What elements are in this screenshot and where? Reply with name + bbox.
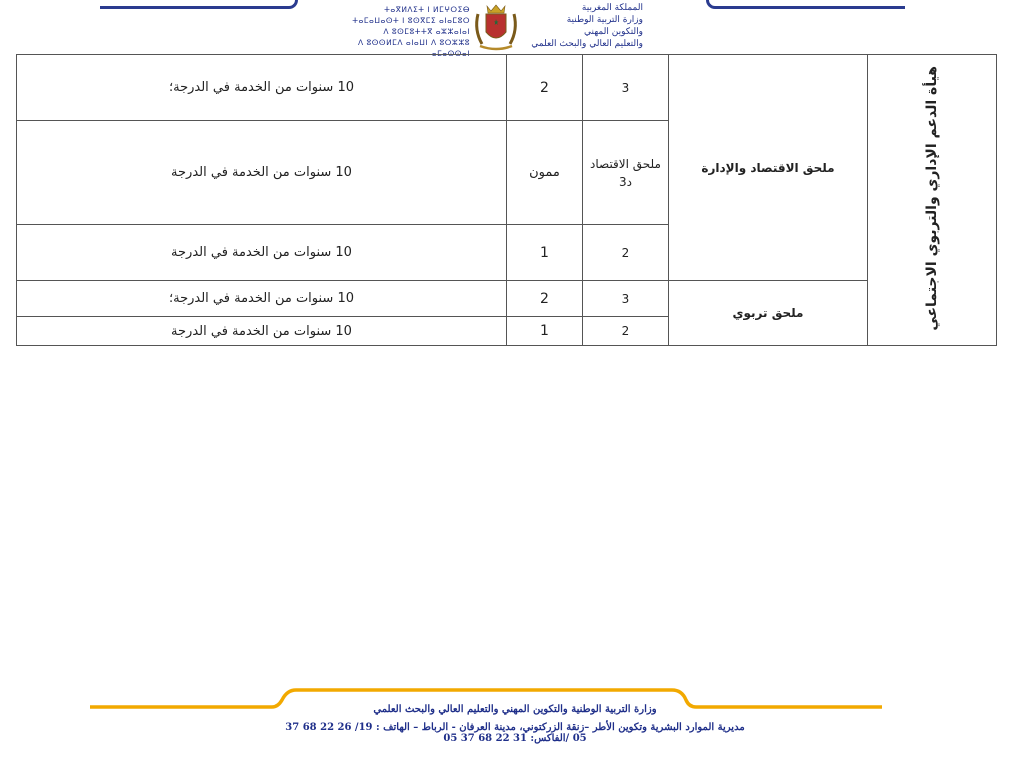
- condition-cell: 10 سنوات من الخدمة في الدرجة: [17, 225, 507, 281]
- header-tifinagh-line: ⵜⴰⴳⵍⴷⵉⵜ ⵏ ⵍⵎⵖⵔⵉⴱ: [384, 5, 470, 14]
- footer-ministry-line: وزارة التربية الوطنية والتكوين المهني والتعليم العالي والبحث العلمي: [373, 704, 657, 715]
- echelon-cell: 2: [507, 55, 583, 121]
- table-row: [17, 55, 997, 121]
- header-tifinagh-line: ⴷ ⵓⵙⵙⵍⵎⴷ ⴰⵏⴰⵡⵏ ⴷ ⵓⵔⵣⵣⵓ ⴰⵎⴰⵙⵙⴰⵏ: [358, 38, 470, 58]
- condition-cell: 10 سنوات من الخدمة في الدرجة؛: [17, 55, 507, 121]
- header-arabic-line: المملكة المغربية: [581, 3, 643, 13]
- header-left-rule: [100, 0, 298, 9]
- category-cell: [868, 55, 997, 346]
- group-title-cell: ملحق الاقتصاد والإدارة: [669, 55, 868, 281]
- grade-cell: ملحق الاقتصاد د3: [583, 121, 669, 225]
- header-arabic-line: والتكوين المهني: [584, 27, 643, 37]
- header-right-rule: [706, 0, 905, 9]
- footer-address-line: مديرية الموارد البشرية وتكوين الأطر –زنقة الزركتوني، مدينة العرفان - الرباط – الهاتف : 19/ 26 22 68 37 05 /الفاكس: 31 22 68 37 05: [285, 722, 745, 744]
- header-arabic-line: وزارة التربية الوطنية: [566, 15, 643, 25]
- table-row: [17, 281, 997, 317]
- grade-cell: 2: [583, 317, 669, 346]
- grade-cell: 2: [583, 225, 669, 281]
- condition-cell: 10 سنوات من الخدمة في الدرجة: [17, 121, 507, 225]
- header-tifinagh-line: ⴷ ⵓⵙⵎⵓⵜⵜⴳ ⴰⵣⵣⴰⵏⴰⵏ: [383, 27, 470, 36]
- grades-table: [16, 54, 997, 346]
- condition-cell: 10 سنوات من الخدمة في الدرجة؛: [17, 281, 507, 317]
- echelon-cell: 1: [507, 225, 583, 281]
- header-tifinagh-block: [330, 4, 470, 59]
- grade-cell: 3: [583, 55, 669, 121]
- header-arabic-block: [525, 2, 643, 50]
- echelon-cell: ممون: [507, 121, 583, 225]
- group-title-cell: ملحق تربوي: [669, 281, 868, 346]
- echelon-cell: 1: [507, 317, 583, 346]
- header-arabic-line: والتعليم العالي والبحث العلمي: [531, 39, 643, 49]
- header-tifinagh-line: ⵜⴰⵎⴰⵡⴰⵙⵜ ⵏ ⵓⵙⴳⵎⵉ ⴰⵏⴰⵎⵓⵔ: [352, 16, 470, 25]
- grade-cell: 3: [583, 281, 669, 317]
- moroccan-coat-of-arms-icon: [470, 2, 522, 52]
- condition-cell: 10 سنوات من الخدمة في الدرجة: [17, 317, 507, 346]
- category-label: هيأة الدعم الإداري والتربوي الاجتماعي: [924, 65, 940, 331]
- echelon-cell: 2: [507, 281, 583, 317]
